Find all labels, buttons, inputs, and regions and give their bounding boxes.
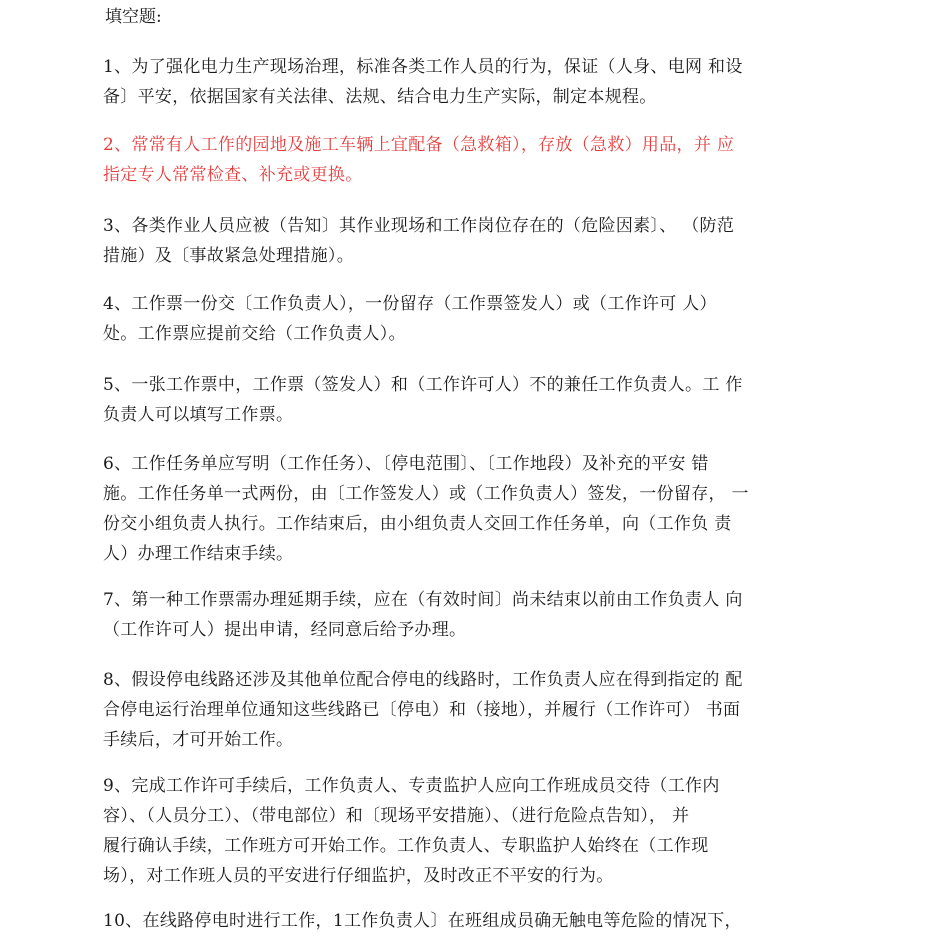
question-4-line-2: 处。工作票应提前交给（工作负责人）。 [103, 324, 406, 344]
question-6 [103, 449, 848, 569]
question-9 [103, 771, 848, 891]
question-8-line-3: 手续后，才可开始工作。 [103, 730, 294, 750]
question-1-line-2: 备〕平安，依据国家有关法律、法规、结合电力生产实际，制定本规程。 [103, 87, 657, 107]
question-5-line-1: 5、一张工作票中，工作票（签发人）和（工作许可人）不的兼任工作负责人。工 作 [103, 375, 743, 395]
question-2-line-2: 指定专人常常检查、补充或更换。 [103, 165, 363, 185]
question-8-line-2: 合停电运行治理单位通知这些线路已〔停电）和（接地），并履行（工作许可） 书面 [103, 700, 741, 720]
question-5-line-2: 负责人可以填写工作票。 [103, 405, 294, 425]
question-8 [103, 665, 848, 755]
question-6-line-1: 6、工作任务单应写明（工作任务）、〔停电范围〕、〔工作地段）及补充的平安 错 [103, 454, 709, 474]
question-8-line-1: 8、假设停电线路还涉及其他单位配合停电的线路时，工作负责人应在得到指定的 配 [103, 670, 743, 690]
question-3-line-2: 措施）及〔事故紧急处理措施）。 [103, 246, 354, 266]
question-3-line-1: 3、各类作业人员应被（告知〕其作业现场和工作岗位存在的（危险因素〕、 （防范 [103, 216, 735, 236]
question-2-highlighted [103, 130, 848, 190]
question-5 [103, 370, 848, 430]
question-10 [103, 906, 848, 936]
question-9-line-4: 场），对工作班人员的平安进行仔细监护，及时改正不平安的行为。 [103, 866, 614, 886]
question-7-line-2: （工作许可人）提出申请，经同意后给予办理。 [103, 620, 467, 640]
question-10-line-1: 10、在线路停电时进行工作，1工作负责人〕在班组成员确无触电等危险的情况下， [103, 911, 742, 931]
question-1-line-1: 1、为了强化电力生产现场治理，标准各类工作人员的行为，保证（人身、电网 和设 [103, 57, 743, 77]
question-6-line-3: 份交小组负责人执行。工作结束后，由小组负责人交回工作任务单，向（工作负 责 [103, 514, 732, 534]
question-7-line-1: 7、第一种工作票需办理延期手续，应在（有效时间〕尚未结束以前由工作负责人 向 [103, 590, 743, 610]
question-9-line-2: 容）、（人员分工）、（带电部位）和〔现场平安措施）、（进行危险点告知）， 并 [103, 806, 690, 826]
section-heading: 填空题: [105, 7, 162, 27]
question-4-line-1: 4、工作票一份交〔工作负责人），一份留存（工作票签发人）或（工作许可 人） [103, 294, 717, 314]
question-1 [103, 52, 848, 112]
question-9-line-3: 履行确认手续，工作班方可开始工作。工作负责人、专职监护人始终在（工作现 [103, 836, 709, 856]
question-4 [103, 289, 848, 349]
question-6-line-4: 人）办理工作结束手续。 [103, 544, 294, 564]
question-6-line-2: 施。工作任务单一式两份，由〔工作签发人）或（工作负责人）签发，一份留存， 一 [103, 484, 749, 504]
question-2-line-1: 2、常常有人工作的园地及施工车辆上宜配备（急救箱），存放（急救）用品，并 应 [103, 135, 735, 155]
question-9-line-1: 9、完成工作许可手续后，工作负责人、专责监护人应向工作班成员交待（工作内 [103, 776, 720, 796]
question-3 [103, 211, 848, 271]
question-7 [103, 585, 848, 645]
